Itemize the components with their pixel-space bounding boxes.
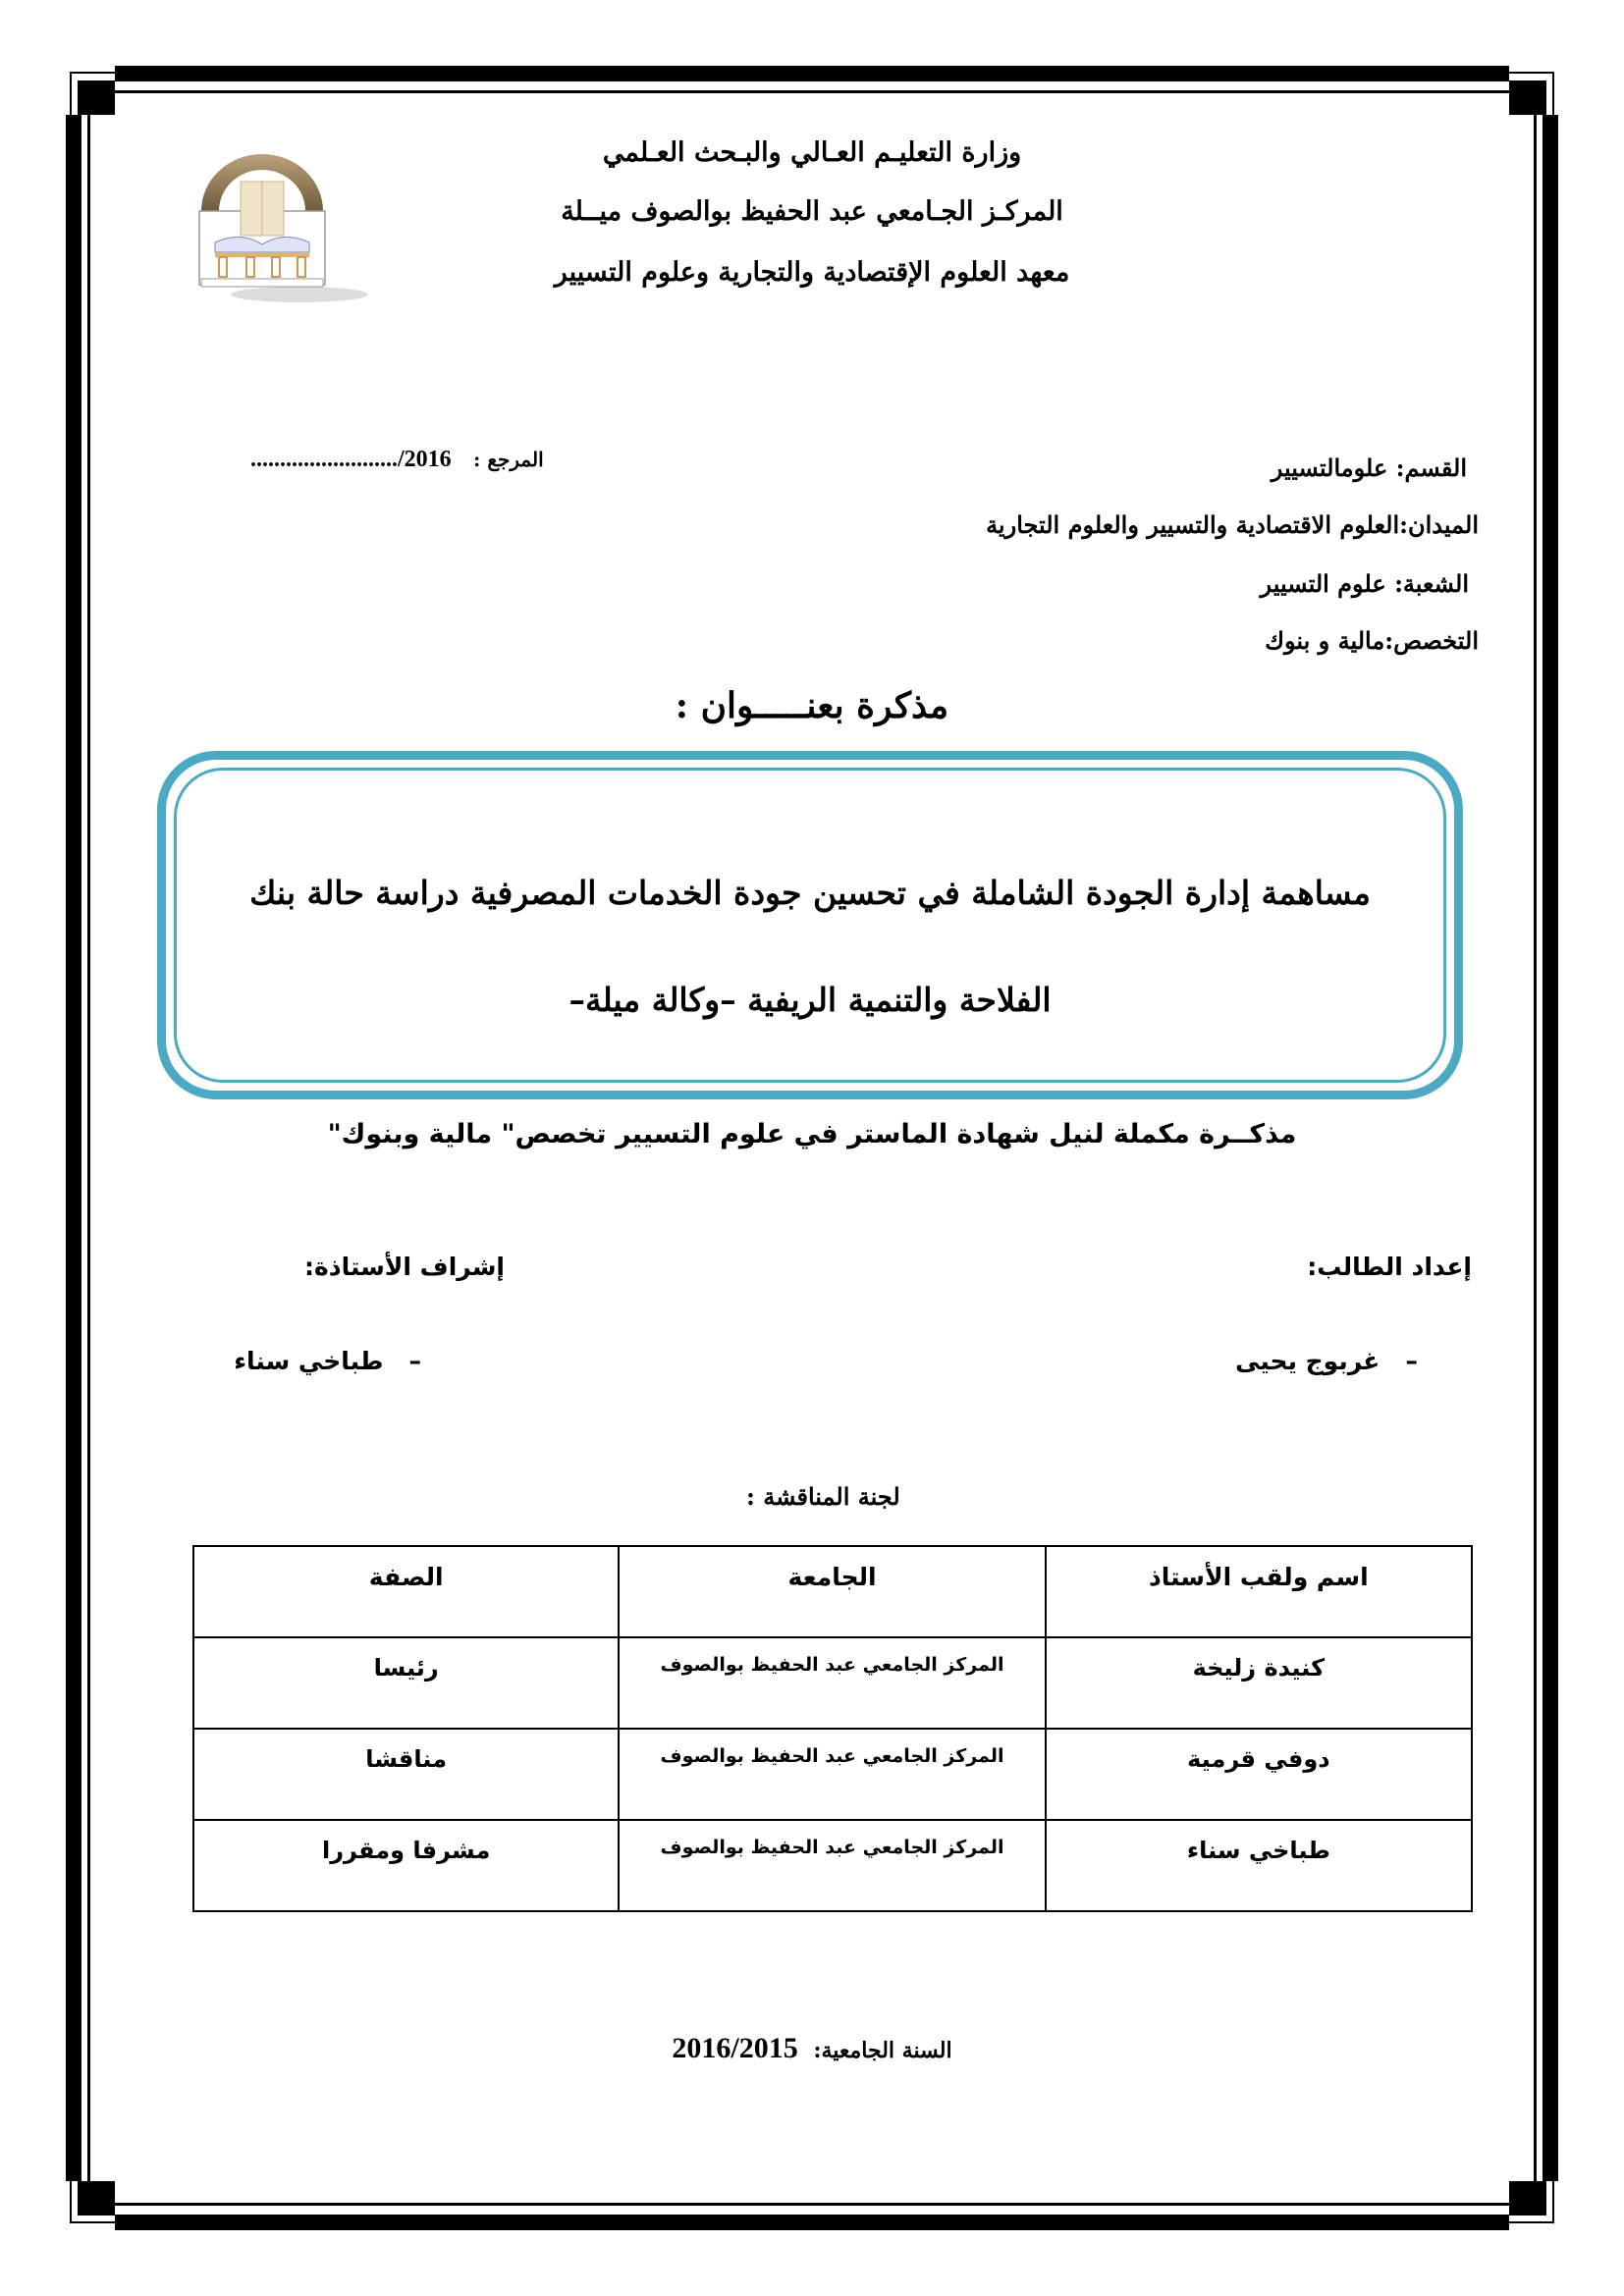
academic-year-value: 2016/2015 [672, 2032, 798, 2064]
university-name: المركـز الجـامعي عبد الحفيظ بوالصوف ميــلة [561, 196, 1063, 227]
header-role: الصفة [193, 1546, 619, 1637]
jury-member-role: مناقشا [193, 1729, 619, 1820]
academic-year [0, 2032, 1624, 2065]
reference-value: ........................./2016 [250, 447, 452, 472]
jury-label: لجنة المناقشة : [746, 1482, 900, 1511]
jury-member-university: المركز الجامعي عبد الحفيظ بوالصوف [619, 1820, 1045, 1911]
jury-member-name: كنيدة زليخة [1046, 1637, 1472, 1729]
memo-heading: مذكرة بعنـــــوان : [675, 685, 949, 726]
department: القسم: علومالتسيير [1271, 454, 1467, 482]
ministry-name: وزارة التعليـم العـالي والبـحث العـلمي [602, 137, 1022, 168]
jury-table [192, 1545, 1473, 1912]
header-university: الجامعة [619, 1546, 1045, 1637]
jury-member-university: المركز الجامعي عبد الحفيظ بوالصوف [619, 1637, 1045, 1729]
jury-member-name: طباخي سناء [1046, 1820, 1472, 1911]
table-row [193, 1820, 1472, 1911]
header-name: اسم ولقب الأستاذ [1046, 1546, 1472, 1637]
specialty: التخصص:مالية و بنوك [1265, 626, 1479, 655]
thesis-title-box-inner-border [174, 768, 1446, 1083]
reference [250, 444, 544, 473]
jury-member-role: رئيسا [193, 1637, 619, 1729]
reference-label: المرجع : [473, 448, 544, 471]
academic-year-label: السنة الجامعية: [813, 2038, 952, 2063]
jury-member-name: دوفي قرمية [1046, 1729, 1472, 1820]
thesis-title-line1: مساهمة إدارة الجودة الشاملة في تحسين جودة الخدمات المصرفية دراسة حالة بنك [249, 874, 1371, 912]
supervisor-name: – طباخي سناء [234, 1347, 421, 1375]
thesis-title-box [157, 751, 1463, 1099]
degree-subtitle: مذكــرة مكملة لنيل شهادة الماستر في علوم التسيير تخصص" مالية وبنوك" [327, 1119, 1297, 1149]
jury-table-header [193, 1546, 1472, 1637]
field: الميدان:العلوم الاقتصادية والتسيير والعلوم التجارية [986, 510, 1479, 539]
student-name: – غربوج يحيى [1235, 1347, 1418, 1375]
student-label: إعداد الطالب: [1307, 1253, 1472, 1281]
supervisor-label: إشراف الأستاذة: [304, 1253, 505, 1281]
jury-member-role: مشرفا ومقررا [193, 1820, 619, 1911]
university-logo [191, 142, 368, 304]
table-row [193, 1637, 1472, 1729]
institute-name: معهد العلوم الإقتصادية والتجارية وعلوم التسيير [554, 257, 1070, 288]
jury-member-university: المركز الجامعي عبد الحفيظ بوالصوف [619, 1729, 1045, 1820]
table-row [193, 1729, 1472, 1820]
thesis-title-line2: الفلاحة والتنمية الريفية –وكالة ميلة– [568, 981, 1052, 1019]
branch: الشعبة: علوم التسيير [1260, 569, 1469, 598]
